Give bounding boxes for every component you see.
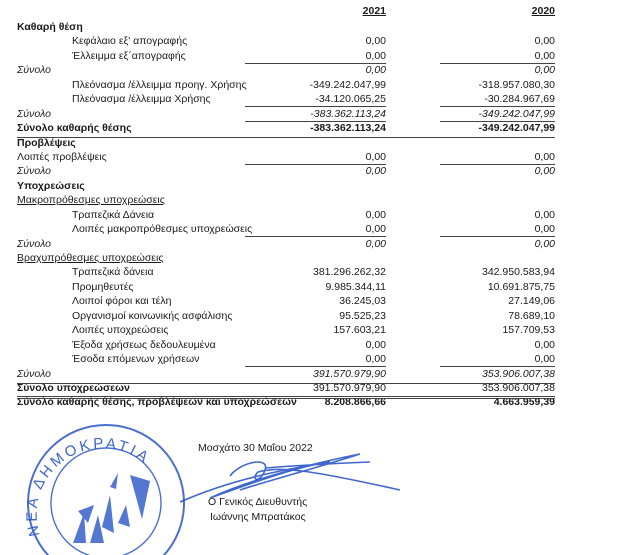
row-label: Σύνολο [17, 367, 52, 380]
row-label: Σύνολο [17, 237, 52, 250]
signatory-title: Ο Γενικός Διευθυντής [208, 496, 308, 508]
row-label: Πλεόνασμα /έλλειμμα Χρήσης [72, 93, 211, 106]
row-label: Πλεόνασμα /έλλειμμα προηγ. Χρήσης [72, 78, 247, 91]
value-2020: -30.284.967,69 [440, 92, 555, 107]
row-label: Σύνολο [17, 64, 52, 77]
value-2021: 0,00 [245, 150, 386, 165]
row-label: Έσοδα επόμενων χρήσεων [72, 353, 200, 366]
table-row [0, 78, 617, 92]
value-2021: 0,00 [365, 237, 386, 250]
value-2020: 0,00 [440, 352, 555, 367]
row-label: Έξοδα χρήσεως δεδουλευμένα [72, 338, 216, 351]
value-2020: 27.149,06 [508, 295, 555, 308]
row-label: Μακροπρόθεσμες υποχρεώσεις [17, 194, 165, 207]
table-row [0, 107, 617, 121]
row-label: Λοιποί φόροι και τέλη [72, 295, 172, 308]
balance-sheet-rows [0, 20, 617, 410]
value-2020: 157.709,53 [502, 324, 555, 337]
row-label: Σύνολο [17, 107, 52, 120]
value-2021: 0,00 [245, 352, 386, 367]
row-label: Κεφάλαιο εξ' απογραφής [72, 35, 188, 48]
row-label: Σύνολο υποχρεώσεων [17, 381, 130, 394]
table-row [0, 294, 617, 308]
value-2020: 0,00 [534, 165, 555, 178]
table-row [0, 309, 617, 323]
value-2020: 0,00 [534, 64, 555, 77]
value-2021: 391.570.979,90 [313, 367, 386, 380]
table-row [0, 352, 617, 366]
table-row [0, 338, 617, 352]
value-2021: 157.603,21 [333, 324, 386, 337]
value-2020: 353.906.007,38 [482, 367, 555, 380]
table-row [0, 121, 617, 135]
value-2021: 0,00 [245, 49, 386, 64]
column-header-2020: 2020 [531, 5, 555, 17]
value-2021: 0,00 [365, 64, 386, 77]
stamp-text: ΝΕΑ ΔΗΜΟΚΡΑΤΙΑ [23, 435, 154, 538]
table-row [0, 164, 617, 178]
row-label: Σύνολο καθαρής θέσης, προβλέψεων και υποχρεώσεων [17, 396, 297, 409]
value-2021: 0,00 [365, 35, 386, 48]
table-row [0, 92, 617, 106]
row-label: Λοιπές προβλέψεις [17, 150, 107, 163]
place-date: Μοσχάτο 30 Μαΐου 2022 [198, 442, 313, 454]
row-label: Υποχρεώσεις [17, 179, 85, 192]
value-2021: 95.525,23 [339, 309, 386, 322]
row-label: Προβλέψεις [17, 136, 76, 149]
row-label: Βραχυπρόθεσμες υποχρεώσεις [17, 252, 164, 264]
double-divider-rule [17, 396, 555, 399]
row-label: Λοιπές μακροπρόθεσμες υποχρεώσεις [72, 223, 253, 236]
value-2020: 78.689,10 [508, 309, 555, 322]
row-label: Λοιπές υποχρεώσεις [72, 324, 169, 337]
table-row [0, 49, 617, 63]
value-2020: 4.663.959,39 [493, 396, 555, 409]
value-2021: 9.985.344,11 [325, 280, 386, 293]
value-2020: -349.242.047,99 [440, 107, 555, 122]
divider-rule [17, 137, 555, 138]
table-row [0, 63, 617, 77]
row-label: Έλλειμμα εξ΄απογραφής [72, 49, 186, 62]
table-row [0, 20, 617, 34]
column-header-2021: 2021 [362, 5, 386, 17]
table-row [0, 265, 617, 279]
row-label: Τραπεζικά δάνεια [72, 266, 154, 279]
value-2020: 0,00 [534, 338, 555, 351]
value-2021: 381.296.262,32 [313, 266, 386, 279]
row-label: Τραπεζικά Δάνεια [72, 208, 155, 221]
value-2021: -349.242.047,99 [309, 78, 386, 91]
stamp-logo-icon [73, 473, 150, 543]
value-2021: -383.362.113,24 [310, 122, 386, 135]
value-2020: 0,00 [440, 150, 555, 165]
value-2021: 8.208.866,66 [324, 396, 386, 409]
row-label: Σύνολο καθαρής θέσης [17, 122, 132, 135]
divider-rule [17, 383, 555, 384]
value-2021: 391.570.979,90 [313, 381, 386, 394]
row-label: Οργανισμοί κοινωνικής ασφάλισης [72, 309, 233, 322]
value-2020: 342.950.583,94 [482, 266, 555, 279]
value-2021: 0,00 [365, 338, 386, 351]
value-2021: -34.120.065,25 [245, 92, 386, 107]
value-2020: 0,00 [440, 222, 555, 237]
value-2020: 0,00 [534, 208, 555, 221]
table-row [0, 280, 617, 294]
table-row [0, 367, 617, 381]
table-row [0, 150, 617, 164]
table-row [0, 34, 617, 48]
row-label: Καθαρή θέση [17, 21, 83, 33]
table-row [0, 179, 617, 193]
value-2021: 0,00 [245, 222, 386, 237]
value-2020: 0,00 [534, 35, 555, 48]
table-row [0, 323, 617, 337]
signatory-name: Ιωάννης Μπρατάκος [210, 511, 306, 523]
value-2020: 353.906.007,38 [482, 381, 555, 394]
value-2021: 36.245,03 [339, 295, 386, 308]
value-2020: 0,00 [440, 49, 555, 64]
value-2020: 10.691.875,75 [487, 280, 555, 293]
table-row [0, 193, 617, 207]
value-2020: -318.957.080,30 [478, 78, 555, 91]
table-row [0, 251, 617, 265]
value-2020: 0,00 [534, 237, 555, 250]
table-row [0, 237, 617, 251]
row-label: Προμηθευτές [72, 280, 134, 293]
value-2021: 0,00 [365, 165, 386, 178]
table-row [0, 208, 617, 222]
value-2021: 0,00 [365, 208, 386, 221]
row-label: Σύνολο [17, 165, 52, 178]
value-2021: -383.362.113,24 [245, 107, 386, 122]
value-2020: -349.242.047,99 [478, 122, 555, 135]
table-row [0, 222, 617, 236]
